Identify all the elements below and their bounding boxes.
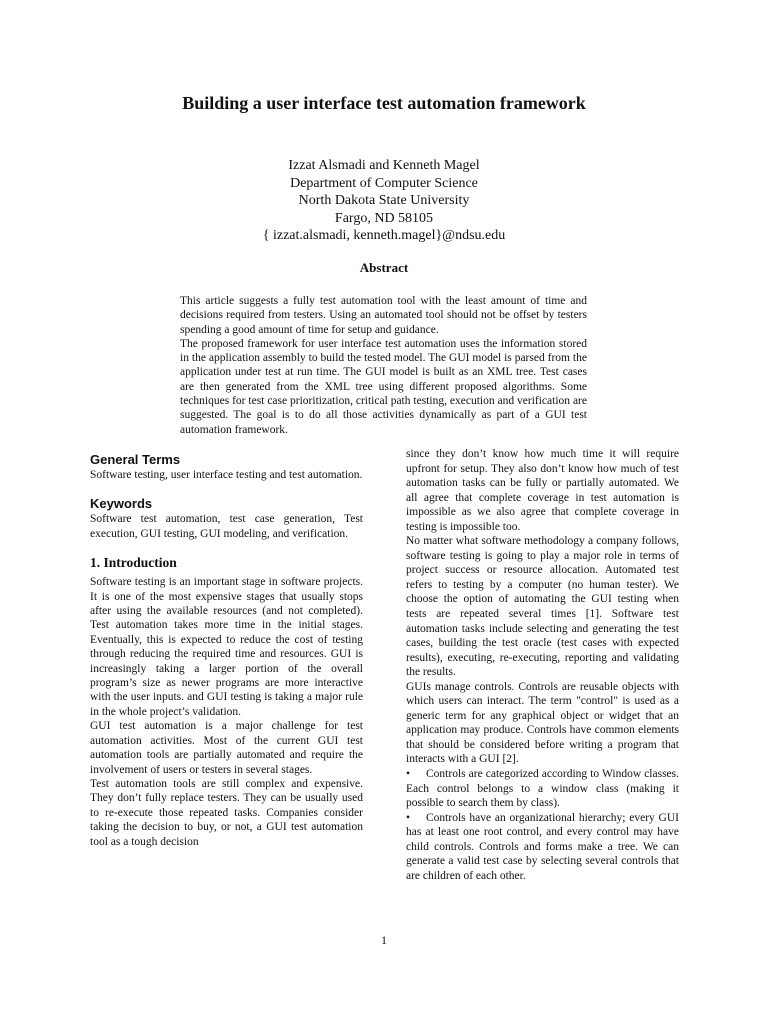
bullet-marker: • <box>406 811 411 824</box>
body-paragraph: since they don’t know how much time it will require upfront for setup. They also don’t know how much of test automation tasks can be fully or partially automated. We all agree that complete coverage in test automation is impossible as we also agree that complete coverage in testing is impossible too. <box>406 448 679 533</box>
author-names: Izzat Alsmadi and Kenneth Magel <box>288 158 480 173</box>
bullet-text: Controls have an organizational hierarchy; every GUI has at least one root control, and every control may have child controls. Controls and forms make a tree. We can generate a valid test case by selecting several controls that are children of each other. <box>406 811 679 882</box>
bullet-item <box>406 767 679 811</box>
general-terms-heading: General Terms <box>90 452 181 467</box>
keywords-heading: Keywords <box>90 496 153 512</box>
right-column <box>406 447 679 883</box>
abstract-body <box>180 294 587 437</box>
author-location: Fargo, ND 58105 <box>334 210 434 226</box>
left-column <box>90 452 363 849</box>
general-terms-text: Software testing, user interface testing and test automation. <box>90 469 363 481</box>
page-number: 1 <box>381 933 387 947</box>
abstract-paragraph: The proposed framework for user interface test automation uses the information stored in the application assembly to build the tested model. The GUI model is parsed from the application under test at run time. The GUI model is built as an XML tree. Test cases are then generated from the XML tree using different proposed algorithms. Some techniques for test case prioritization, critical path testing, execution and verification are suggested. The goal is to do all those activities dynamically as part of a GUI test automation framework. <box>180 337 587 436</box>
introduction-paragraph: Test automation tools are still complex and expensive. They don’t fully replace testers. They can be usually used to re-execute those repeated tasks. Companies consider taking the decision to buy, or not, a GUI test automation tool as a tough decision <box>90 777 363 848</box>
keywords-text: Software test automation, test case generation, Test execution, GUI testing, GUI modeling, and verification. <box>90 513 363 540</box>
bullet-text: Controls are categorized according to Window classes. Each control belongs to a window class (making it possible to search them by class). <box>406 768 679 810</box>
introduction-paragraph: GUI test automation is a major challenge for test automation activities. Most of the current GUI test automation tools are partially automated and require the involvement of users or testers in several stages. <box>90 720 363 776</box>
bullet-marker: • <box>406 768 411 781</box>
body-paragraph: No matter what software methodology a company follows, software testing is going to play a major role in terms of project success or resource allocation. Automated test refers to testing by a computer (no human tester). We choose the option of automating the GUI testing when tests are repeated several times [1]. Software test automation tasks include selecting and generating the test cases, building the test oracle (test cases with expected results), executing, re-executing, reporting and validating the results. <box>406 535 679 679</box>
introduction-paragraph: Software testing is an important stage in software projects. It is one of the most expensive stages that usually stops after using the available resources (and not completed). Test automation takes more time in the initial stages. Eventually, this is expected to reduce the cost of testing through reducing the required time and resources. GUI is increasingly taking a larger portion of the overall program’s size as newer programs are more interactive with the user inputs. and GUI testing is taking a major rule in the whole project’s validation. <box>90 576 363 718</box>
bullet-item <box>406 811 679 884</box>
abstract-paragraph: This article suggests a fully test automation tool with the least amount of time and decisions required from testers. Using an automated tool should not be offset by testers spending a good amount of time for setup and guidance. <box>180 295 587 336</box>
author-emails: { izzat.alsmadi, kenneth.magel}@ndsu.edu <box>262 228 506 243</box>
author-university: North Dakota State University <box>298 193 470 208</box>
body-paragraph: GUIs manage controls. Controls are reusable objects with which users can interact. The term "control" is used as a generic term for any graphical object or widget that an application may produce. Controls have common elements that should be considered before writing a program that interacts with a GUI [2]. <box>406 680 679 766</box>
introduction-heading: 1. Introduction <box>90 555 177 571</box>
author-block <box>160 157 608 245</box>
paper-title: Building a user interface test automation framework <box>182 93 586 113</box>
abstract-heading: Abstract <box>359 260 409 275</box>
author-department: Department of Computer Science <box>290 175 478 191</box>
